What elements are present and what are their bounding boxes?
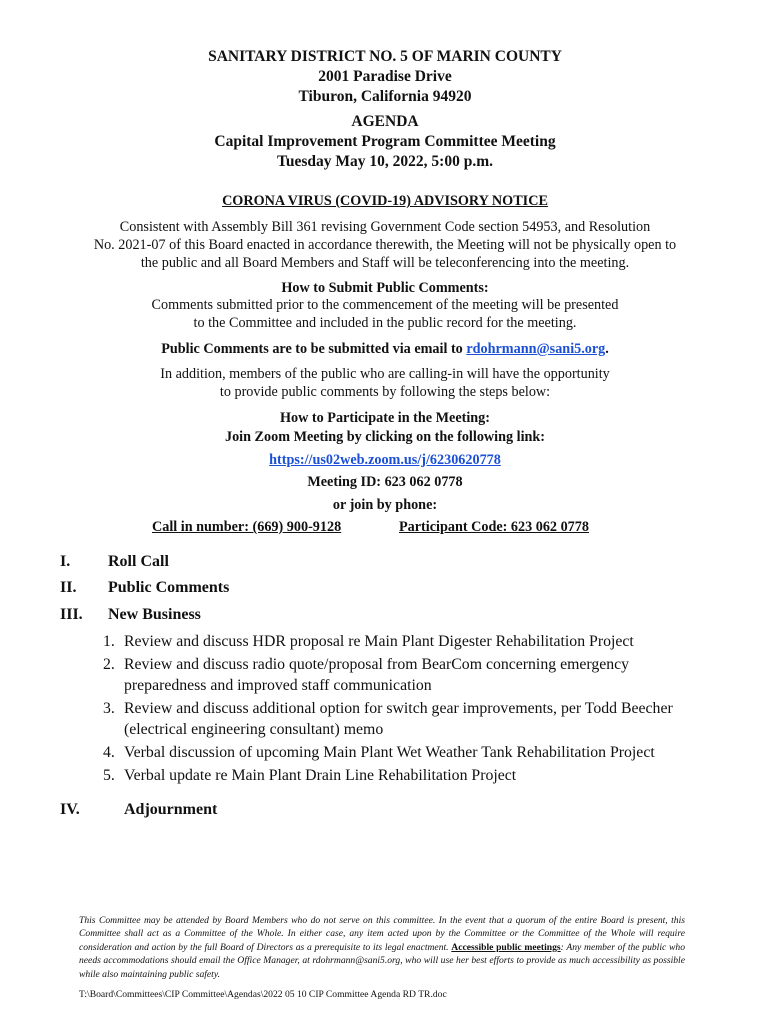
item-text: Verbal discussion of upcoming Main Plant Wet Weather Tank Rehabilitation Project xyxy=(124,744,655,761)
list-item xyxy=(103,698,703,740)
meeting-date: Tuesday May 10, 2022, 5:00 p.m. xyxy=(276,153,494,170)
list-item xyxy=(103,654,703,696)
participate-heading: How to Participate in the Meeting: xyxy=(280,410,490,426)
item-number: 3. xyxy=(103,700,115,717)
notice-title: CORONA VIRUS (COVID-19) ADVISORY NOTICE xyxy=(222,193,548,209)
zoom-heading: Join Zoom Meeting by clicking on the following link: xyxy=(224,429,546,445)
address-line-2: Tiburon, California 94920 xyxy=(298,88,472,105)
list-item xyxy=(103,631,703,652)
email-line xyxy=(0,340,770,359)
notice-line-2: No. 2021-07 of this Board enacted in accordance therewith, the Meeting will not be physically open to xyxy=(93,237,677,253)
org-name: SANITARY DISTRICT NO. 5 OF MARIN COUNTY xyxy=(208,48,562,65)
section-title: Adjournment xyxy=(124,801,218,818)
call-in-number: Call in number: (669) 900-9128 xyxy=(152,519,342,535)
accessible-meetings-label: Accessible public meetings xyxy=(451,941,561,953)
section-number: IV. xyxy=(60,801,80,818)
item-text: Review and discuss HDR proposal re Main Plant Digester Rehabilitation Project xyxy=(124,633,634,650)
submit-line-2: to the Committee and included in the public record for the meeting. xyxy=(193,315,577,331)
section-title: Roll Call xyxy=(108,553,169,570)
participant-code: Participant Code: 623 062 0778 xyxy=(399,519,589,535)
zoom-link[interactable]: https://us02web.zoom.us/j/6230620778 xyxy=(269,452,501,468)
email-suffix: . xyxy=(605,341,609,357)
calling-line-2: to provide public comments by following the steps below: xyxy=(219,384,551,400)
footer-text-before: This Committee may be attended by Board Members who do not serve on this committee. In the event that a quorum of the entire Board is present, this Committee shall act as a Committee of the Whole. In either case, any item acted upon by the Committee or the Committee of the Whole will require consideration and action by the full Board of Directors as a prerequisite to its legal enactment. xyxy=(79,915,685,953)
item-number: 4. xyxy=(103,744,115,761)
item-text: Verbal update re Main Plant Drain Line Rehabilitation Project xyxy=(124,767,517,784)
submit-heading: How to Submit Public Comments: xyxy=(281,280,489,296)
list-item xyxy=(103,765,703,786)
list-item xyxy=(103,742,703,763)
item-number: 2. xyxy=(103,656,115,673)
item-number: 1. xyxy=(103,633,115,650)
join-phone: or join by phone: xyxy=(332,497,438,513)
item-text: Review and discuss additional option for switch gear improvements, per Todd Beecher (electrical engineering consultant) memo xyxy=(124,700,673,738)
section-title: Public Comments xyxy=(108,579,230,596)
zoom-link-row xyxy=(0,451,770,470)
submit-line-1: Comments submitted prior to the commencement of the meeting will be presented xyxy=(151,297,619,313)
section-title: New Business xyxy=(108,606,201,623)
new-business-list xyxy=(103,631,703,788)
notice-line-1: Consistent with Assembly Bill 361 revising Government Code section 54953, and Resolution xyxy=(119,219,651,235)
item-number: 5. xyxy=(103,767,115,784)
section-number: III. xyxy=(60,606,83,623)
email-prefix: Public Comments are to be submitted via email to xyxy=(161,341,467,357)
item-text: Review and discuss radio quote/proposal from BearCom concerning emergency preparedness and improved staff communication xyxy=(124,656,630,694)
section-number: I. xyxy=(60,553,71,570)
notice-line-3: the public and all Board Members and Staff will be teleconferencing into the meeting. xyxy=(140,255,630,271)
calling-line-1: In addition, members of the public who are calling-in will have the opportunity xyxy=(160,366,610,382)
footer-notice xyxy=(79,914,685,981)
doc-type: AGENDA xyxy=(351,113,419,130)
file-path: T:\Board\Committees\CIP Committee\Agendas\2022 05 10 CIP Committee Agenda RD TR.doc xyxy=(79,989,447,1000)
footer-text-after: : Any member of the public who needs accommodations should email the Office Manager, at rdohrmann@sani5.org, who will use her best efforts to provide as much accessibility as possible while also maintaining public safety. xyxy=(79,941,685,980)
address-line-1: 2001 Paradise Drive xyxy=(318,68,452,85)
email-link[interactable]: rdohrmann@sani5.org xyxy=(466,341,606,357)
meeting-id: Meeting ID: 623 062 0778 xyxy=(307,474,463,490)
section-number: II. xyxy=(60,579,77,596)
meeting-name: Capital Improvement Program Committee Meeting xyxy=(214,133,556,150)
